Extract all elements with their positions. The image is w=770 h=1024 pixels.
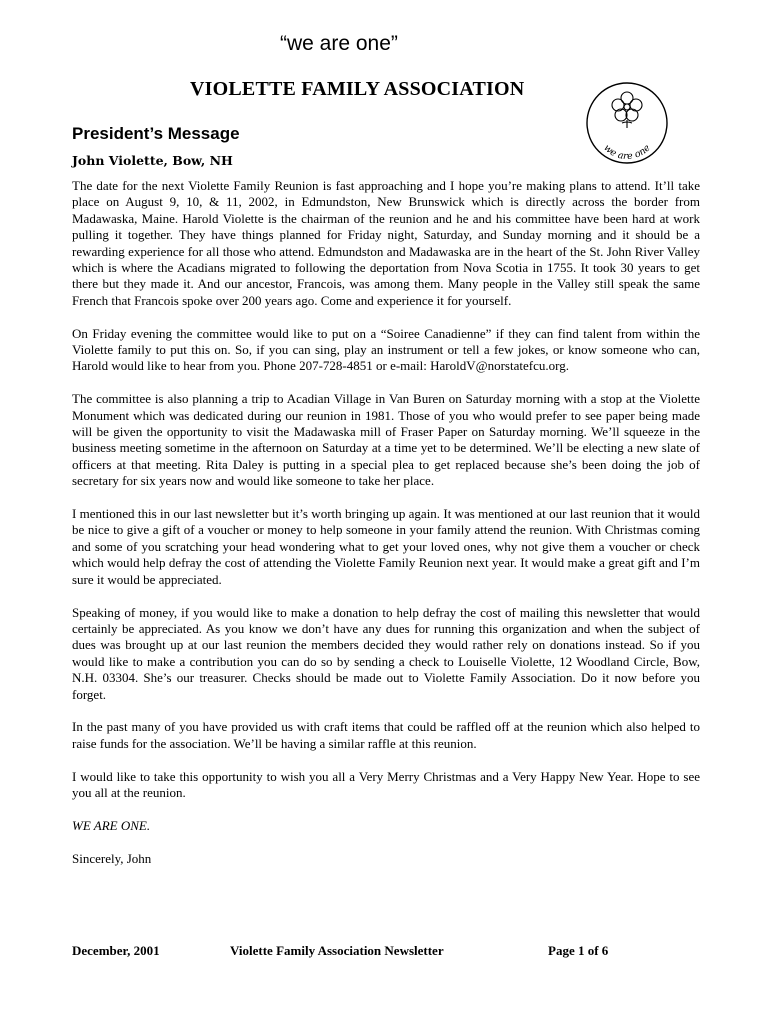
author-byline: John Violette, Bow, NH	[72, 153, 233, 168]
closing-signature: Sincerely, John	[72, 850, 152, 866]
paragraph: I would like to take this opportunity to wish you all a Very Merry Christmas and a Very Happy New Year. Hope to see you all at the reunion.	[72, 768, 700, 800]
motto-line: WE ARE ONE.	[72, 817, 151, 833]
footer-date: December, 2001	[72, 943, 160, 958]
article-body	[72, 178, 700, 883]
organization-title: VIOLETTE FAMILY ASSOCIATION	[190, 78, 525, 100]
footer-page-number: Page 1 of 6	[548, 943, 609, 958]
paragraph: In the past many of you have provided us with craft items that could be raffled off at the reunion which also helped to raise funds for the association. We’ll be having a similar raffle at this reunion.	[72, 719, 700, 751]
paragraph: The date for the next Violette Family Reunion is fast approaching and I hope you’re making plans to attend. It’ll take place on August 9, 10, & 11, 2002, in Edmundston, New Brunswick which is directly across the border from Madawaska, Maine. Harold Violette is the chairman of the reunion and he and his committee have been hard at work pulling it together. They have things planned for Friday night, Saturday, and Sunday morning and it should be a rewarding experience for all those who attend. Edmundston and Madawaska are in the heart of the St. John River Valley which is where the Acadians migrated to following the deportation from Nova Scotia in 1755. It took 30 years to get there but they made it. And our ancestor, Francois, was among them. Many people in the Valley still speak the same French that Francois spoke over 200 years ago. Come and experience it for yourself.	[72, 178, 700, 308]
svg-text:we are one: we are one	[601, 142, 653, 163]
section-title: President’s Message	[72, 124, 240, 143]
motto-heading: “we are one”	[280, 32, 398, 55]
flower-seal-logo	[584, 80, 670, 166]
paragraph: I mentioned this in our last newsletter but it’s worth bringing up again. It was mentioned at our last reunion that it would be nice to give a gift of a voucher or money to help someone in your family attend the reunion. With Christmas coming and some of you scratching your head wondering what to get your loved ones, why not give them a voucher or check which would help defray the cost of attending the Violette Family Reunion next year. It would make a great gift and I’m sure it would be appreciated.	[72, 506, 700, 587]
footer-publication: Violette Family Association Newsletter	[230, 943, 444, 958]
paragraph: Speaking of money, if you would like to make a donation to help defray the cost of mailing this newsletter that would certainly be appreciated. As you know we don’t have any dues for running this organization and when the subject of dues was brought up at our last reunion the members decided they would rather rely on donations instead. So if you would like to make a contribution you can do so by sending a check to Louiselle Violette, 12 Woodland Circle, Bow, N.H. 03304. She’s our treasurer. Checks should be made out to Violette Family Association. Do it now before you forget.	[72, 604, 700, 702]
paragraph: The committee is also planning a trip to Acadian Village in Van Buren on Saturday morning with a stop at the Violette Monument which was dedicated during our reunion in 1981. Those of you who would prefer to see paper being made will be given the opportunity to visit the Madawaska mill of Fraser Paper on Saturday morning. We’ll squeeze in the business meeting sometime in the afternoon on Saturday at a time yet to be determined. We’ll be electing a new slate of officers at that meeting. Rita Daley is putting in a special plea to get replaced because she’s been doing the job of secretary for six years now and would like someone to take her place.	[72, 391, 700, 489]
paragraph: On Friday evening the committee would like to put on a “Soiree Canadienne” if they can find talent from within the Violette family to put this on. So, if you can sing, play an instrument or tell a few jokes, or know someone who can, Harold would like to hear from you. Phone 207-728-4851 or e-mail: HaroldV@norstatefcu.org.	[72, 325, 700, 374]
